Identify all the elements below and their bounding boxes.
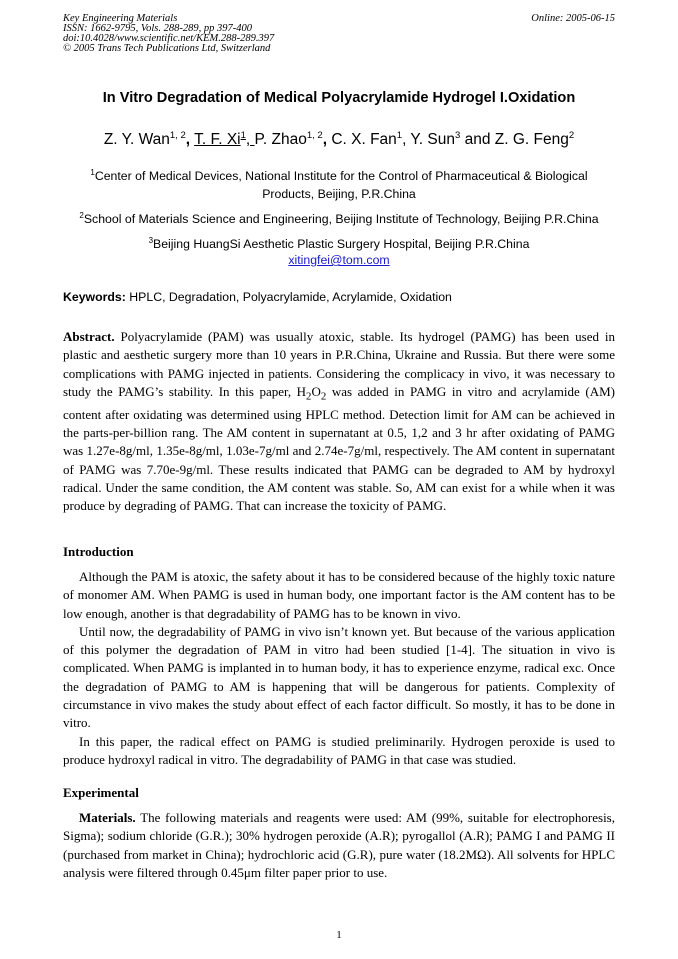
author-email-link[interactable]: xitingfei@tom.com bbox=[288, 253, 390, 267]
affiliation-3 bbox=[63, 232, 615, 253]
subscript-2: 2 bbox=[306, 390, 312, 403]
introduction-heading: Introduction bbox=[63, 544, 134, 559]
author-affiliation-mark: 1, 2 bbox=[169, 130, 186, 141]
email-line bbox=[63, 251, 615, 269]
affiliation-mark: 2 bbox=[79, 211, 84, 220]
introduction-body bbox=[63, 568, 615, 769]
affiliation-text: School of Materials Science and Engineering, Beijing Institute of Technology, Beijing P.R.China bbox=[83, 212, 599, 227]
experimental-body bbox=[63, 809, 615, 882]
authors-and: and bbox=[464, 131, 491, 149]
online-date: Online: 2005-06-15 bbox=[531, 13, 615, 24]
affiliation-mark: 3 bbox=[148, 236, 154, 245]
experimental-heading: Experimental bbox=[63, 785, 139, 800]
paragraph bbox=[63, 809, 615, 882]
subscript-2: 2 bbox=[320, 390, 327, 403]
keywords-label: Keywords: bbox=[63, 290, 126, 304]
affiliation-text: Center of Medical Devices, National Institute for the Control of Pharmaceutical & Biological Products, Beijing, P.R.China bbox=[94, 169, 588, 202]
author-name: Y. Sun bbox=[410, 131, 455, 149]
materials-label: Materials. bbox=[79, 810, 136, 825]
affiliation-1 bbox=[63, 164, 615, 203]
copyright-line: © 2005 Trans Tech Publications Ltd, Switzerland bbox=[63, 43, 271, 54]
paragraph: Although the PAM is atoxic, the safety about it has to be considered because of the highly toxic nature of monomer AM. When PAMG is used in human body, one important factor is the AM content has to be low enough, another is that degradability of PAMG has to be known in vivo. bbox=[63, 569, 615, 621]
issn-line: ISSN: 1662-9795, Vols. 288-289, pp 397-400 bbox=[63, 23, 252, 34]
affiliation-2 bbox=[63, 207, 615, 228]
author-affiliation-mark: 1 bbox=[396, 130, 403, 141]
journal-name: Key Engineering Materials bbox=[63, 13, 178, 24]
author-affiliation-mark: 1, 2 bbox=[306, 130, 323, 141]
keywords-text: HPLC, Degradation, Polyacrylamide, Acrylamide, Oxidation bbox=[129, 290, 452, 304]
author-name: Z. Y. Wan bbox=[103, 131, 170, 149]
page-number: 1 bbox=[336, 929, 342, 941]
materials-text: The following materials and reagents were used: AM (99%, suitable for electrophoresis, Sigma); sodium chloride (G.R.); 30% hydrogen peroxide (A.R); pyrogallol (A.R); PAMG I and PAMG II (purchased from market in China); hydrochloric acid (G.R), pure water (18.2MΩ). All solvents for HPLC analysis were filtered through 0.45μm filter paper prior to use. bbox=[63, 810, 615, 880]
author-affiliation-mark: 1 bbox=[240, 130, 246, 141]
abstract-label: Abstract. bbox=[63, 329, 115, 344]
corresponding-author-name: T. F. Xi bbox=[194, 131, 241, 149]
paragraph: Until now, the degradability of PAMG in vivo isn’t known yet. But because of the various application of this polymer the degradation of PAM in vitro had been studied [1-4]. The situation in vivo is complicated. When PAMG is implanted in to human body, it has to experience enzyme, radical exc. Once the degradation of PAMG to AM is happening that will be dangerous for patients. Complexity of circumstance in vivo makes the study about effect of each factor difficult. So mostly, it has to be done in vitro. bbox=[63, 623, 615, 731]
author-name: Z. G. Feng bbox=[494, 131, 569, 149]
author-affiliation-mark: 2 bbox=[568, 130, 575, 141]
paper-title: In Vitro Degradation of Medical Polyacrylamide Hydrogel I.Oxidation bbox=[102, 90, 576, 106]
affiliation-mark: 1 bbox=[90, 168, 95, 177]
abstract-text-2: was added in PAMG in vitro and acrylamide (AM) content after oxidating was determined using HPLC method. Detection limit for AM can be achieved in the parts-per-billion rang. The AM content in supernatant at 0.5, 1,2 and 3 hr after oxidating of PAMG was 1.27e-8g/ml, 1.35e-8g/ml, 1.03e-7g/ml and 2.74e-7g/ml, respectively. The AM content in supernatant of PAMG was 7.70e-9g/ml. These results indicated that PAMG can be degraded to AM by hydroxyl radical. Under the same condition, the AM content was stable. So, AM can exist for a while when it was produce by degrading of PAMG. That can increase the toxicity of PAMG. bbox=[63, 383, 615, 514]
journal-header bbox=[63, 14, 274, 54]
keywords bbox=[63, 290, 452, 304]
author-name: C. X. Fan bbox=[331, 131, 397, 149]
author-name: P. Zhao bbox=[254, 131, 307, 149]
doi-line: doi:10.4028/www.scientific.net/KEM.288-289.397 bbox=[63, 33, 275, 44]
abstract bbox=[63, 328, 615, 516]
affiliation-text: Beijing HuangSi Aesthetic Plastic Surgery Hospital, Beijing P.R.China bbox=[153, 237, 530, 252]
paragraph: In this paper, the radical effect on PAMG is studied preliminarily. Hydrogen peroxide is used to produce hydroxyl radical in vitro. The degradability of PAMG in that case was studied. bbox=[63, 733, 615, 767]
abstract-text-o: O bbox=[311, 383, 321, 399]
abstract-text-1: Polyacrylamide (PAM) was usually atoxic, stable. Its hydrogel (PAMG) has been used in plastic and aesthetic surgery more than 10 years in P.R.China, Ukraine and Russia. But there were some complications with PAMG injected in patients. Considering the complicacy in vivo, it was necessary to study the PAMG’s stability. In this paper, H bbox=[63, 329, 616, 399]
author-affiliation-mark: 3 bbox=[454, 130, 461, 141]
author-list: Z. Y. Wan$^{1, 2}$, T. F. Xi$^1$, P. Zhao$^{1, 2}$, C. X. Fan$^1$, Y. Sun$^3$ and Z. G. Feng$^2$ bbox=[103, 130, 575, 149]
